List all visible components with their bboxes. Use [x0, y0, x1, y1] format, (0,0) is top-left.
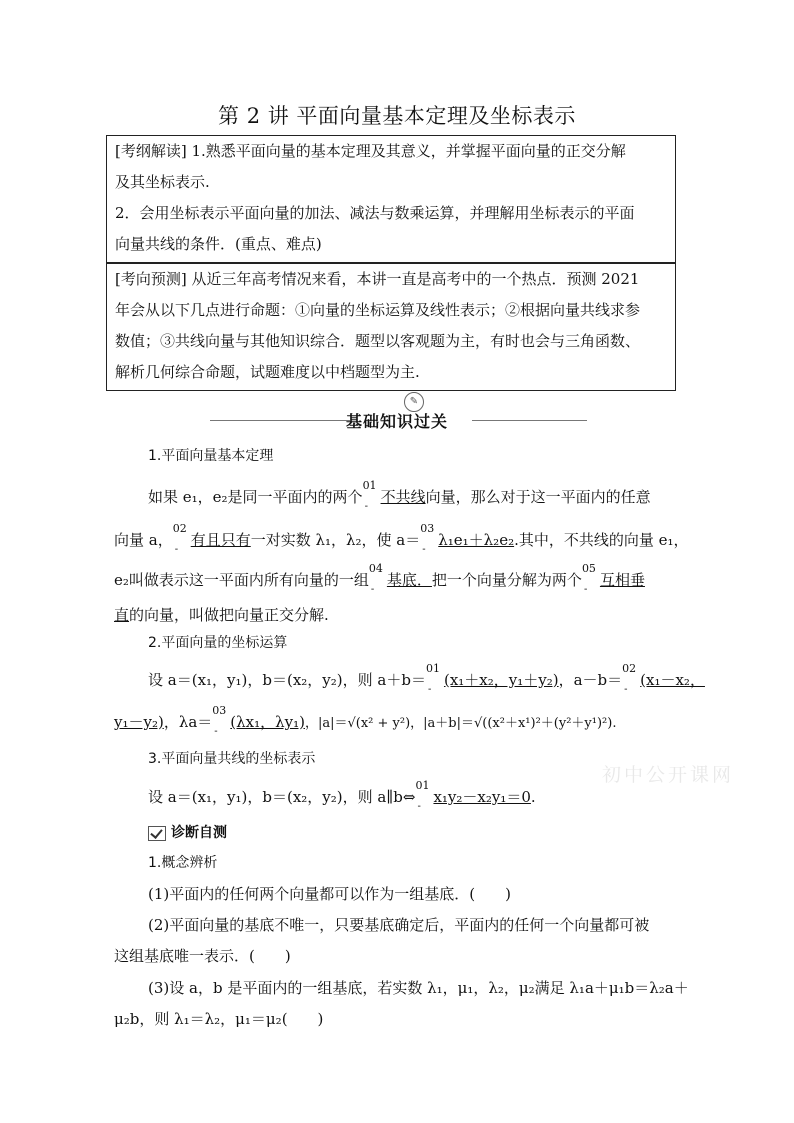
fill-blank: 03 - λ₁e₁＋λ₂e₂ — [420, 522, 515, 555]
syllabus-box — [106, 135, 676, 263]
fill-blank: 02 - (x₁－x₂， — [622, 662, 705, 695]
text-line: 设 a＝(x₁，y₁)，b＝(x₂，y₂)，则 a＋b＝ 01 - (x₁＋x₂，y₁＋y₂)，a－b＝ 02 - (x₁－x₂， — [148, 662, 705, 695]
fill-blank: 04 - 基底． — [368, 562, 432, 595]
fill-blank: 05 - 互相垂 — [581, 562, 645, 595]
forecast-line: [考向预测] 从近三年高考情况来看，本讲一直是高考中的一个热点．预测 2021 — [115, 270, 640, 288]
page-title: 第 2 讲 平面向量基本定理及坐标表示 — [218, 104, 576, 128]
forecast-line: 数值；③共线向量与其他知识综合．题型以客观题为主，有时也会与三角函数、 — [115, 332, 641, 350]
section-heading: 3.平面向量共线的坐标表示 — [148, 751, 316, 767]
question: (2)平面向量的基底不唯一，只要基底确定后，平面内的任何一个向量都可被 — [148, 916, 650, 934]
forecast-box — [106, 263, 676, 391]
question: (1)平面内的任何两个向量都可以作为一组基底．( ) — [148, 885, 511, 903]
forecast-line: 解析几何综合命题，试题难度以中档题型为主. — [115, 363, 420, 381]
section-badge-icon: ✎ — [404, 392, 424, 412]
syllabus-line: 向量共线的条件．(重点、难点) — [115, 235, 322, 253]
fill-blank: 01 - x₁y₂－x₂y₁＝0 — [415, 779, 531, 812]
text-line: y₁－y₂)，λa＝ 03 - (λx₁，λy₁)，|a|＝√(x² + y²)，|a＋b|＝√((x²＋x¹)²＋(y²＋y¹)²). — [114, 704, 617, 737]
fill-blank: 03 - (λx₁，λy₁) — [212, 704, 305, 737]
text-line: e₂叫做表示这一平面内所有向量的一组 04 - 基底．把一个向量分解为两个 05 - 互相垂 — [114, 562, 645, 595]
text-line: 设 a＝(x₁，y₁)，b＝(x₂，y₂)，则 a∥b⇔ 01 - x₁y₂－x₂y₁＝0. — [148, 779, 536, 812]
question: (3)设 a，b 是平面内的一组基底，若实数 λ₁，μ₁，λ₂，μ₂满足 λ₁a＋μ₁b＝λ₂a＋ — [148, 979, 689, 997]
section-title: 基础知识过关 — [345, 412, 448, 431]
section-heading: 2.平面向量的坐标运算 — [148, 635, 288, 651]
question: μ₂b，则 λ₁＝λ₂，μ₁＝μ₂( ) — [114, 1010, 324, 1028]
watermark: 初中公开课网 — [602, 764, 735, 786]
syllabus-line: [考纲解读] 1.熟悉平面向量的基本定理及其意义，并掌握平面向量的正交分解 — [115, 142, 626, 160]
fill-blank: 01 - 不共线 — [362, 479, 426, 512]
subsection-heading: 1.概念辨析 — [148, 855, 218, 871]
fill-blank: 02 - 有且只有 — [172, 522, 251, 555]
diagnosis-heading: 诊断自测 — [148, 822, 227, 842]
forecast-line: 年会从以下几点进行命题：①向量的坐标运算及线性表示；②根据向量共线求参 — [115, 301, 641, 319]
section-heading: 1.平面向量基本定理 — [148, 448, 274, 464]
text-line: 向量 a， 02 - 有且只有一对实数 λ₁，λ₂，使 a＝ 03 - λ₁e₁＋λ₂e₂.其中，不共线的向量 e₁， — [114, 522, 689, 555]
text-line: 如果 e₁，e₂是同一平面内的两个 01 - 不共线向量，那么对于这一平面内的任意 — [148, 479, 651, 512]
fill-blank: 01 - (x₁＋x₂，y₁＋y₂) — [425, 662, 559, 695]
checkmark-icon — [148, 826, 166, 841]
question: 这组基底唯一表示．( ) — [114, 947, 291, 965]
syllabus-line: 及其坐标表示. — [115, 173, 210, 191]
text-line: 直的向量，叫做把向量正交分解. — [114, 606, 329, 624]
syllabus-line: 2．会用坐标表示平面向量的加法、减法与数乘运算，并理解用坐标表示的平面 — [115, 204, 635, 222]
